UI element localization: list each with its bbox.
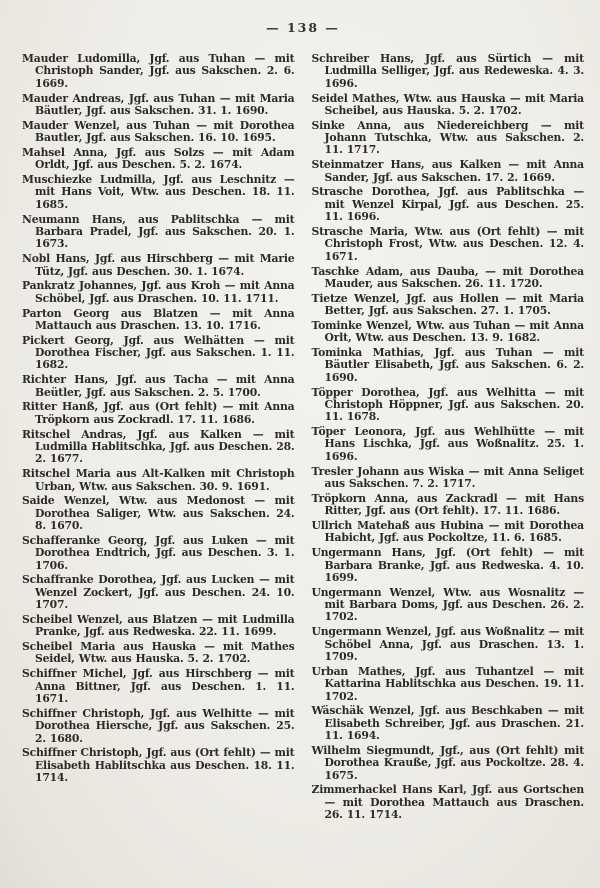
register-entry: Tietze Wenzel, Jgf. aus Hollen — mit Maria Better, Jgf. aus Sakschen. 27. 1. 1705. bbox=[311, 291, 584, 318]
register-entry: Seidel Mathes, Wtw. aus Hauska — mit Maria Scheibel, aus Hauska. 5. 2. 1702. bbox=[311, 91, 584, 117]
register-entry: Ungermann Wenzel, Jgf. aus Woßnalitz — mit Schöbel Anna, Jgf. aus Draschen. 13. 1. 1709. bbox=[311, 625, 584, 663]
register-entry: Ritschel Maria aus Alt-Kalken mit Christoph Urban, Wtw. aus Sakschen. 30. 9. 1691. bbox=[22, 467, 295, 493]
register-entry: Tominke Wenzel, Wtw. aus Tuhan — mit Anna Orlt, Wtw. aus Deschen. 13. 9. 1682. bbox=[311, 318, 584, 345]
register-entry: Ullrich Matehaß aus Hubina — mit Dorothea Habicht, Jgf. aus Pockoltze, 11. 6. 1685. bbox=[311, 519, 584, 545]
register-entry: Strasche Maria, Wtw. aus (Ort fehlt) — mit Christoph Frost, Wtw. aus Deschen. 12. 4. 1671. bbox=[311, 224, 584, 263]
register-entry: Mauder Wenzel, aus Tuhan — mit Dorothea Bautler, Jgf. aus Sakschen. 16. 10. 1695. bbox=[22, 118, 295, 145]
register-entry: Pankratz Johannes, Jgf. aus Kroh — mit Anna Schöbel, Jgf. aus Draschen. 10. 11. 1711. bbox=[22, 279, 295, 305]
register-entry: Tominka Mathias, Jgf. aus Tuhan — mit Bäutler Elisabeth, Jgf. aus Sakschen. 6. 2. 1690. bbox=[311, 346, 584, 384]
register-entry: Neumann Hans, aus Pablitschka — mit Barbara Pradel, Jgf. aus Sakschen. 20. 1. 1673. bbox=[22, 212, 295, 251]
register-entry: Zimmerhackel Hans Karl, Jgf. aus Gortschen — mit Dorothea Mattauch aus Draschen. 26. 11. 1714. bbox=[311, 783, 584, 822]
page-number: — 138 — bbox=[266, 20, 340, 35]
register-entry: Mauder Andreas, Jgf. aus Tuhan — mit Maria Bäutler, Jgf. aus Sakschen. 31. 1. 1690. bbox=[22, 91, 295, 117]
register-entry: Strasche Dorothea, Jgf. aus Pablitschka — mit Wenzel Kirpal, Jgf. aus Deschen. 25. 11. 1696. bbox=[311, 185, 584, 224]
left-column bbox=[22, 53, 295, 787]
register-entry: Richter Hans, Jgf. aus Tacha — mit Anna Beütler, Jgf. aus Sakschen. 2. 5. 1700. bbox=[22, 373, 295, 399]
register-entry: Töpper Dorothea, Jgf. aus Welhitta — mit Christoph Höppner, Jgf. aus Sakschen. 20. 11. 1678. bbox=[311, 385, 584, 424]
register-entry: Mauder Ludomilla, Jgf. aus Tuhan — mit Christoph Sander, Jgf. aus Sakschen. 2. 6. 1669. bbox=[22, 52, 295, 90]
register-entry: Pickert Georg, Jgf. aus Welhätten — mit Dorothea Fischer, Jgf. aus Sakschen. 1. 11. 1682. bbox=[22, 333, 295, 372]
register-entry: Mahsel Anna, Jgf. aus Solzs — mit Adam Orldt, Jgf. aus Deschen. 5. 2. 1674. bbox=[22, 145, 295, 172]
register-entry: Muschiezke Ludmilla, Jgf. aus Leschnitz — mit Hans Voit, Wtw. aus Deschen. 18. 11. 1685. bbox=[22, 173, 295, 211]
register-entry: Steinmatzer Hans, aus Kalken — mit Anna Sander, Jgf. aus Sakschen. 17. 2. 1669. bbox=[311, 158, 584, 184]
register-entry: Tresler Johann aus Wiska — mit Anna Seliget aus Sakschen. 7. 2. 1717. bbox=[311, 464, 584, 490]
register-entry: Saide Wenzel, Wtw. aus Medonost — mit Dorothea Saliger, Wtw. aus Sakschen. 24. 8. 1670. bbox=[22, 494, 295, 533]
register-entry: Nobl Hans, Jgf. aus Hirschberg — mit Marie Tütz, Jgf. aus Deschen. 30. 1. 1674. bbox=[22, 252, 295, 278]
register-entry: Ritter Hanß, Jgf. aus (Ort fehlt) — mit Anna Tröpkorn aus Zockradl. 17. 11. 1686. bbox=[22, 400, 295, 426]
register-entry: Ungermann Wenzel, Wtw. aus Wosnalitz — mit Barbara Doms, Jgf. aus Deschen. 26. 2. 1702. bbox=[311, 585, 584, 624]
register-entry: Schafferanke Georg, Jgf. aus Luken — mit Dorothea Endtrich, Jgf. aus Deschen. 3. 1. 1706. bbox=[22, 533, 295, 572]
register-entry: Scheibel Maria aus Hauska — mit Mathes Seidel, Wtw. aus Hauska. 5. 2. 1702. bbox=[22, 640, 295, 666]
register-entry: Scheibel Wenzel, aus Blatzen — mit Ludmilla Pranke, Jgf. aus Redweska. 22. 11. 1699. bbox=[22, 612, 295, 639]
register-entry: Ritschel Andras, Jgf. aus Kalken — mit Ludmilla Hablitschka, Jgf. aus Deschen. 28. 2. 1677. bbox=[22, 427, 295, 466]
register-entry: Ungermann Hans, Jgf. (Ort fehlt) — mit Barbara Branke, Jgf. aus Redweska. 4. 10. 1699. bbox=[311, 546, 584, 584]
register-entry: Urban Mathes, Jgf. aus Tuhantzel — mit Kattarina Hablitschka aus Deschen. 19. 11. 1702. bbox=[311, 664, 584, 703]
register-entry: Taschke Adam, aus Dauba, — mit Dorothea Mauder, aus Sakschen. 26. 11. 1720. bbox=[311, 264, 584, 290]
register-entry: Schiffner Christoph, Jgf. aus Welhitte — mit Dorothea Hiersche, Jgf. aus Sakschen. 25. 2. 1680. bbox=[22, 706, 295, 745]
register-entry: Töper Leonora, Jgf. aus Wehlhütte — mit Hans Lischka, Jgf. aus Woßnalitz. 25. 1. 1696. bbox=[311, 425, 584, 463]
register-entry: Wäschäk Wenzel, Jgf. aus Beschkaben — mit Elisabeth Schreiber, Jgf. aus Draschen. 21. 11. 1694. bbox=[311, 704, 584, 743]
register-entry: Wilhelm Siegmundt, Jgf., aus (Ort fehlt) mit Dorothea Krauße, Jgf. aus Pockoltze. 28. 4. 1675. bbox=[311, 743, 584, 782]
register-entry: Schreiber Hans, Jgf. aus Sürtich — mit Ludmilla Selliger, Jgf. aus Redeweska. 4. 3. 1696. bbox=[311, 52, 584, 90]
register-entry: Schiffner Christoph, Jgf. aus (Ort fehlt) — mit Elisabeth Hablitschka aus Deschen. 18. 11. 1714. bbox=[22, 746, 295, 785]
register-entry: Tröpkorn Anna, aus Zackradl — mit Hans Ritter, Jgf. aus (Ort fehlt). 17. 11. 1686. bbox=[311, 491, 584, 518]
register-columns bbox=[22, 53, 584, 824]
right-column bbox=[312, 53, 585, 824]
register-entry: Schiffner Michel, Jgf. aus Hirschberg — mit Anna Bittner, Jgf. aus Deschen. 1. 11. 1671. bbox=[22, 667, 295, 705]
register-entry: Parton Georg aus Blatzen — mit Anna Mattauch aus Draschen. 13. 10. 1716. bbox=[22, 306, 295, 332]
register-entry: Sinke Anna, aus Niedereichberg — mit Johann Tutschka, Wtw. aus Sakschen. 2. 11. 1717. bbox=[311, 118, 584, 157]
register-entry: Schaffranke Dorothea, Jgf. aus Lucken — mit Wenzel Zockert, Jgf. aus Deschen. 24. 10. 1707. bbox=[22, 573, 295, 612]
